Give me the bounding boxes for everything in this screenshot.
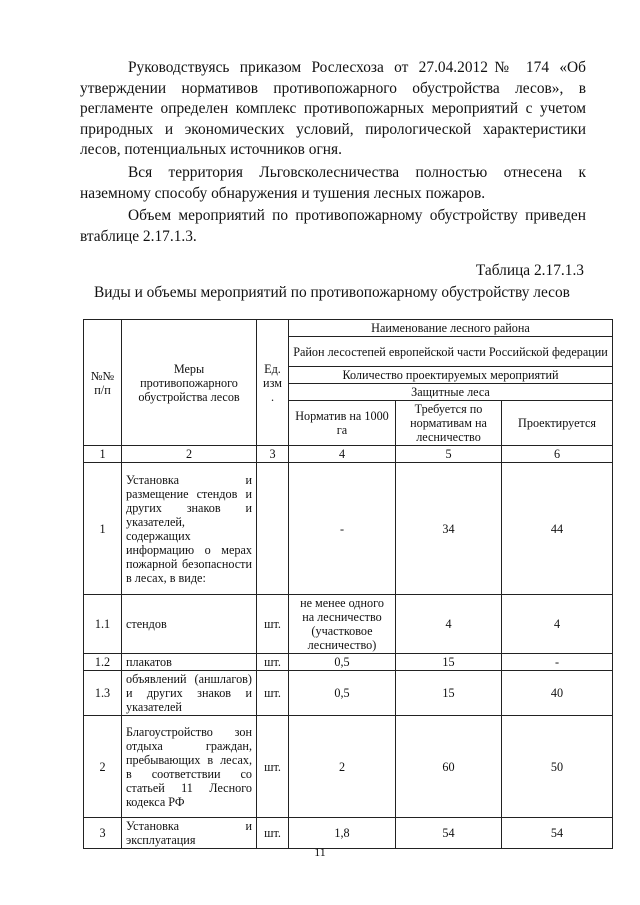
row-num: 1.3 [84, 671, 122, 716]
row-unit: шт. [257, 671, 289, 716]
table-row [84, 671, 613, 716]
header-projected: Проектируется [502, 401, 613, 446]
row-projected: - [502, 654, 613, 671]
territory-paragraph: Вся территория Льговсколесничества полностью отнесена к наземному способу обнаружения и тушения лесных пожаров. [80, 164, 586, 202]
row-required: 15 [396, 671, 502, 716]
row-projected: 40 [502, 671, 613, 716]
table-title: Виды и объемы мероприятий по противопожарному обустройству лесов [94, 284, 570, 301]
row-measure: Установка и эксплуатация [122, 818, 257, 849]
row-projected: 54 [502, 818, 613, 849]
page-number: 11 [314, 845, 326, 859]
row-required: 15 [396, 654, 502, 671]
header-region-name: Наименование лесного района [289, 320, 613, 337]
row-projected: 4 [502, 595, 613, 654]
row-projected: 44 [502, 463, 613, 595]
row-num: 1.1 [84, 595, 122, 654]
row-measure: Благоустройство зон отдыха граждан, пребывающих в лесах, в соответствии со статьей 11 Лесного кодекса РФ [122, 716, 257, 818]
row-required: 54 [396, 818, 502, 849]
header-unit: Ед. изм . [257, 320, 289, 446]
row-unit: шт. [257, 818, 289, 849]
row-measure: Установка и размещение стендов и других знаков и указателей, содержащих информацию о мерах пожарной безопасности в лесах, в виде: [122, 463, 257, 595]
fire-prevention-table [83, 319, 613, 849]
row-num: 1.2 [84, 654, 122, 671]
header-planned: Количество проектируемых мероприятий [289, 367, 613, 384]
row-required: 4 [396, 595, 502, 654]
table-number: Таблица 2.17.1.3 [475, 262, 584, 279]
row-projected: 50 [502, 716, 613, 818]
row-norm: - [289, 463, 396, 595]
col-number: 2 [122, 446, 257, 463]
intro-paragraph: Руководствуясь приказом Рослесхоза от 27.04.2012№ 174 «Об утверждении нормативов противопожарного обустройства лесов», в регламенте определен комплекс противопожарных мероприятий с учетом природных и экономических условий, пирологической характеристики лесов, потенциальных источников огня. [80, 59, 586, 158]
row-unit: шт. [257, 595, 289, 654]
row-norm: 1,8 [289, 818, 396, 849]
row-num: 1 [84, 463, 122, 595]
header-norm: Норматив на 1000 га [289, 401, 396, 446]
row-num: 2 [84, 716, 122, 818]
table-row [84, 818, 613, 849]
col-number: 4 [289, 446, 396, 463]
row-required: 60 [396, 716, 502, 818]
header-protective: Защитные леса [289, 384, 613, 401]
col-number: 5 [396, 446, 502, 463]
column-numbers-row [84, 446, 613, 463]
row-norm: 0,5 [289, 671, 396, 716]
row-num: 3 [84, 818, 122, 849]
header-num: №№ п/п [84, 320, 122, 446]
col-number: 6 [502, 446, 613, 463]
row-unit: шт. [257, 716, 289, 818]
col-number: 1 [84, 446, 122, 463]
row-norm: 2 [289, 716, 396, 818]
header-required: Требуется по нормативам на лесничество [396, 401, 502, 446]
row-norm: не менее одного на лесничество (участковое лесничество) [289, 595, 396, 654]
header-measures: Меры противопожарного обустройства лесов [122, 320, 257, 446]
volume-paragraph: Объем мероприятий по противопожарному обустройству приведен втаблице 2.17.1.3. [80, 207, 586, 245]
col-number: 3 [257, 446, 289, 463]
row-measure: стендов [122, 595, 257, 654]
row-measure: плакатов [122, 654, 257, 671]
row-norm: 0,5 [289, 654, 396, 671]
row-unit: шт. [257, 654, 289, 671]
row-required: 34 [396, 463, 502, 595]
header-region: Район лесостепей европейской части Российской федерации [289, 337, 613, 367]
table-row [84, 654, 613, 671]
table-row [84, 463, 613, 595]
row-measure: объявлений (аншлагов) и других знаков и указателей [122, 671, 257, 716]
table-row [84, 595, 613, 654]
table-row [84, 716, 613, 818]
row-unit [257, 463, 289, 595]
